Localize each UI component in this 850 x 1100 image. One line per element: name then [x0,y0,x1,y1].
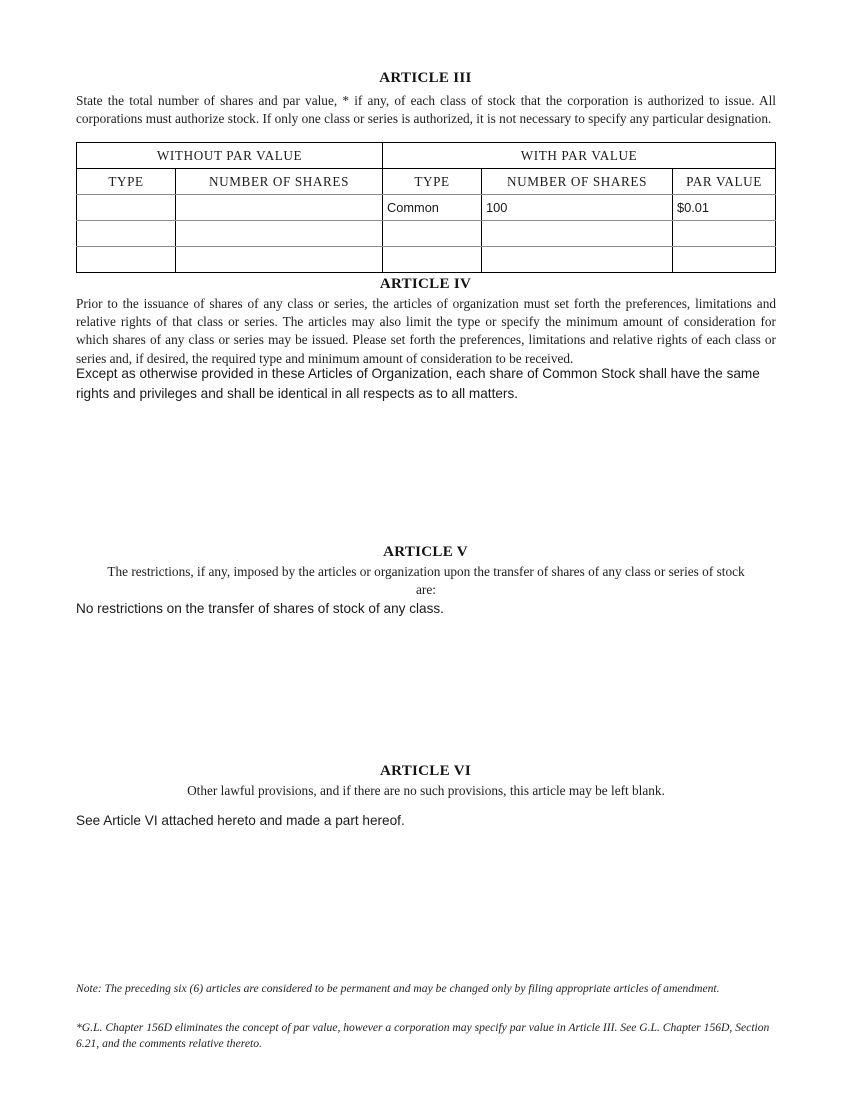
footnote-permanent-articles-note: Note: The preceding six (6) articles are considered to be permanent and may be changed only by filing appropriate articles of amendment. [76,982,720,995]
article-iii-heading: ARTICLE III [379,70,472,86]
cell-par-value[interactable]: $0.01 [673,195,776,221]
cell-without-type[interactable] [77,195,176,221]
article-iii-instruction: State the total number of shares and par value, * if any, of each class of stock that the corporation is authorized to issue. All corporations must authorize stock. If only one class or series is authorized, it is not necessary to specify any particular designation. [76,93,776,127]
cell-with-type[interactable] [383,221,482,247]
table-group-header-row [77,143,776,169]
article-vi-heading: ARTICLE VI [380,763,471,779]
table-row [77,221,776,247]
cell-without-number-of-shares[interactable] [176,195,383,221]
cell-par-value[interactable] [673,221,776,247]
cell-with-number-of-shares[interactable] [482,221,673,247]
table-column-header-row [77,169,776,195]
article-v-heading: ARTICLE V [383,544,468,560]
table-row [77,247,776,273]
cell-with-type[interactable]: Common [383,195,482,221]
group-header-with-par-value: WITH PAR VALUE [383,143,776,169]
column-header-without-number-of-shares: NUMBER OF SHARES [176,169,383,195]
cell-without-type[interactable] [77,247,176,273]
cell-without-number-of-shares[interactable] [176,221,383,247]
footnote-par-value-note: *G.L. Chapter 156D eliminates the concept of par value, however a corporation may specify par value in Article III. See G.L. Chapter 156D, Section 6.21, and the comments relative thereto. [76,1021,770,1050]
article-iv-answer[interactable]: Except as otherwise provided in these Articles of Organization, each share of Common Stock shall have the same rights and privileges and shall be identical in all respects as to all matters. [76,366,760,401]
cell-with-type[interactable] [383,247,482,273]
cell-without-type[interactable] [77,221,176,247]
table-row [77,195,776,221]
shares-table [76,142,776,273]
article-vi-answer[interactable]: See Article VI attached hereto and made a part hereof. [76,813,405,828]
group-header-without-par-value: WITHOUT PAR VALUE [77,143,383,169]
article-v-instruction: The restrictions, if any, imposed by the articles or organization upon the transfer of shares of any class or series of stock are: [107,564,745,598]
cell-with-number-of-shares[interactable]: 100 [482,195,673,221]
cell-without-number-of-shares[interactable] [176,247,383,273]
column-header-without-type: TYPE [77,169,176,195]
column-header-with-number-of-shares: NUMBER OF SHARES [482,169,673,195]
column-header-with-type: TYPE [383,169,482,195]
cell-par-value[interactable] [673,247,776,273]
column-header-par-value: PAR VALUE [673,169,776,195]
article-vi-instruction: Other lawful provisions, and if there are no such provisions, this article may be left blank. [187,783,665,798]
cell-with-number-of-shares[interactable] [482,247,673,273]
article-iv-instruction: Prior to the issuance of shares of any class or series, the articles of organization must set forth the preferences, limitations and relative rights of that class or series. The articles may also limit the type or specify the minimum amount of consideration for which shares of any class or series may be issued. Please set forth the preferences, limitations and relative rights of each class or series and, if desired, the required type and minimum amount of consideration to be received. [76,296,776,366]
article-iv-heading: ARTICLE IV [379,276,472,292]
article-v-answer[interactable]: No restrictions on the transfer of shares of stock of any class. [76,601,444,616]
